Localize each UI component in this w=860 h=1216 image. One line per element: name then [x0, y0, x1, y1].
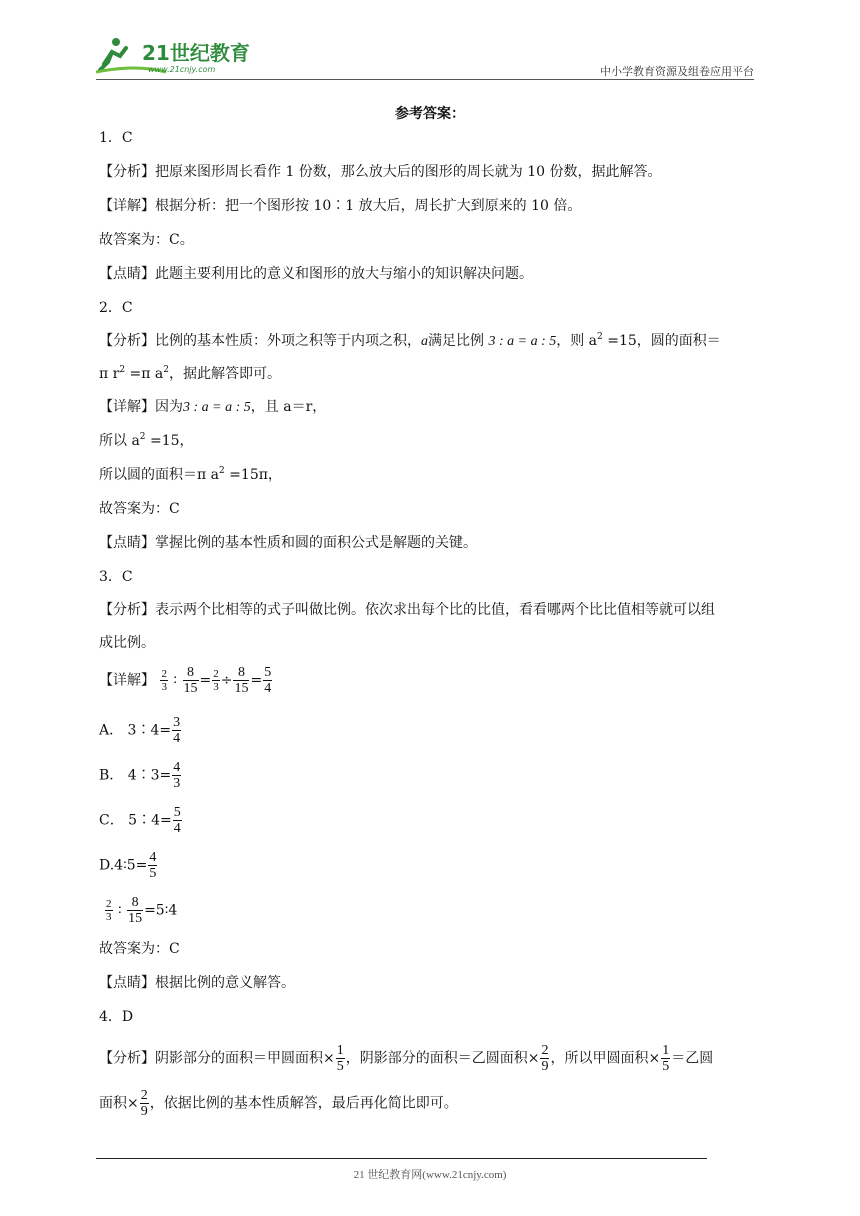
q2-so-1: 所以 $a^2 =15$， — [99, 432, 194, 449]
fraction: $\frac{8}{15}$ — [128, 895, 143, 926]
header-platform-text: 中小学教育资源及组卷应用平台 — [600, 65, 754, 78]
q4-number: 4．D — [99, 1009, 134, 1025]
fraction: $\frac{5}{4}$ — [264, 665, 272, 696]
q4-analysis: 【分析】阴影部分的面积＝甲圆面积× $\frac{1}{5}$ ，阴影部分的面积＝乙圆面积× $\frac{2}{9}$ ，所以甲圆面积× $\frac{1}{5}$ ＝乙圆 — [99, 1043, 714, 1074]
q1-number: 1．C — [99, 130, 133, 146]
q3-analysis: 【分析】表示两个比相等的式子叫做比例。依次求出每个比的比值，看看哪两个比比值相等就可以组 — [99, 602, 715, 618]
q1-answer: 故答案为：C。 — [99, 232, 194, 248]
q2-number: 2．C — [99, 300, 133, 316]
fraction: $\frac{4}{3}$ — [173, 760, 181, 791]
fraction: $\frac{8}{15}$ — [183, 665, 198, 696]
q2-so-2: 所以圆的面积＝π $a^2 =15\pi$， — [99, 466, 282, 483]
q3-answer: 故答案为：C — [99, 941, 180, 957]
fraction: $\frac{8}{15}$ — [234, 665, 249, 696]
q1-point: 【点睛】此题主要利用比的意义和图形的放大与缩小的知识解决问题。 — [99, 266, 533, 282]
q1-detail: 【详解】根据分析：把一个图形按 10∶1 放大后，周长扩大到原来的 10 倍。 — [99, 198, 582, 214]
q2-analysis: 【分析】比例的基本性质：外项之积等于内项之积，a满足比例 3 : a = a : 5，则 $a^2 =15$，圆的面积＝ — [99, 332, 721, 349]
fraction: $\frac{5}{4}$ — [173, 805, 181, 836]
fraction: $\frac{4}{5}$ — [149, 850, 157, 881]
fraction: $\frac{2}{3}$ — [213, 668, 219, 693]
fraction: $\frac{2}{9}$ — [140, 1088, 148, 1119]
q3-number: 3．C — [99, 569, 133, 585]
q2-answer: 故答案为：C — [99, 501, 180, 517]
fraction: $\frac{2}{3}$ — [106, 898, 112, 923]
q3-detail: 【详解】 $\frac{2}{3}$ ∶ $\frac{8}{15}$ = $\frac{2}{3}$ ÷ $\frac{8}{15}$ = $\frac{5}{4}$ — [99, 665, 272, 696]
q4-analysis-cont: 面积× $\frac{2}{9}$ ，依据比例的基本性质解答，最后再化简比即可。 — [99, 1088, 458, 1119]
fraction: $\frac{2}{9}$ — [541, 1043, 549, 1074]
q2-detail: 【详解】因为3 : a = a : 5，且 a＝r， — [99, 399, 327, 415]
q3-option-b: B． 4∶3= $\frac{4}{3}$ — [99, 760, 181, 791]
fraction: $\frac{1}{5}$ — [336, 1043, 344, 1074]
footer-text: 21 世纪教育网(www.21cnjy.com) — [353, 1169, 507, 1181]
fraction: $\frac{2}{3}$ — [161, 668, 167, 693]
footer-divider — [96, 1158, 707, 1159]
fraction: $\frac{1}{5}$ — [662, 1043, 670, 1074]
q3-point: 【点睛】根据比例的意义解答。 — [99, 975, 295, 991]
q3-option-c: C． 5∶4= $\frac{5}{4}$ — [99, 805, 181, 836]
q3-analysis-cont: 成比例。 — [99, 635, 155, 651]
logo-text: 21世纪教育 — [142, 41, 250, 65]
page-title: 参考答案： — [395, 106, 465, 122]
header-divider — [96, 79, 754, 80]
q2-point: 【点睛】掌握比例的基本性质和圆的面积公式是解题的关键。 — [99, 535, 477, 551]
q2-analysis-cont: π $r^2 =\pi$ $a^2$，据此解答即可。 — [99, 365, 281, 382]
q3-option-a: A． 3∶4= $\frac{3}{4}$ — [99, 715, 181, 746]
logo-url: www.21cnjy.com — [148, 65, 216, 74]
q1-analysis: 【分析】把原来图形周长看作 1 份数，那么放大后的图形的周长就为 10 份数，据此解答。 — [99, 164, 662, 180]
logo-21cnjy — [96, 34, 266, 78]
q3-result: $\frac{2}{3}$ ∶ $\frac{8}{15}$ =5∶4 — [106, 895, 178, 926]
q3-option-d: D.4∶5= $\frac{4}{5}$ — [99, 850, 157, 881]
fraction: $\frac{3}{4}$ — [173, 715, 181, 746]
